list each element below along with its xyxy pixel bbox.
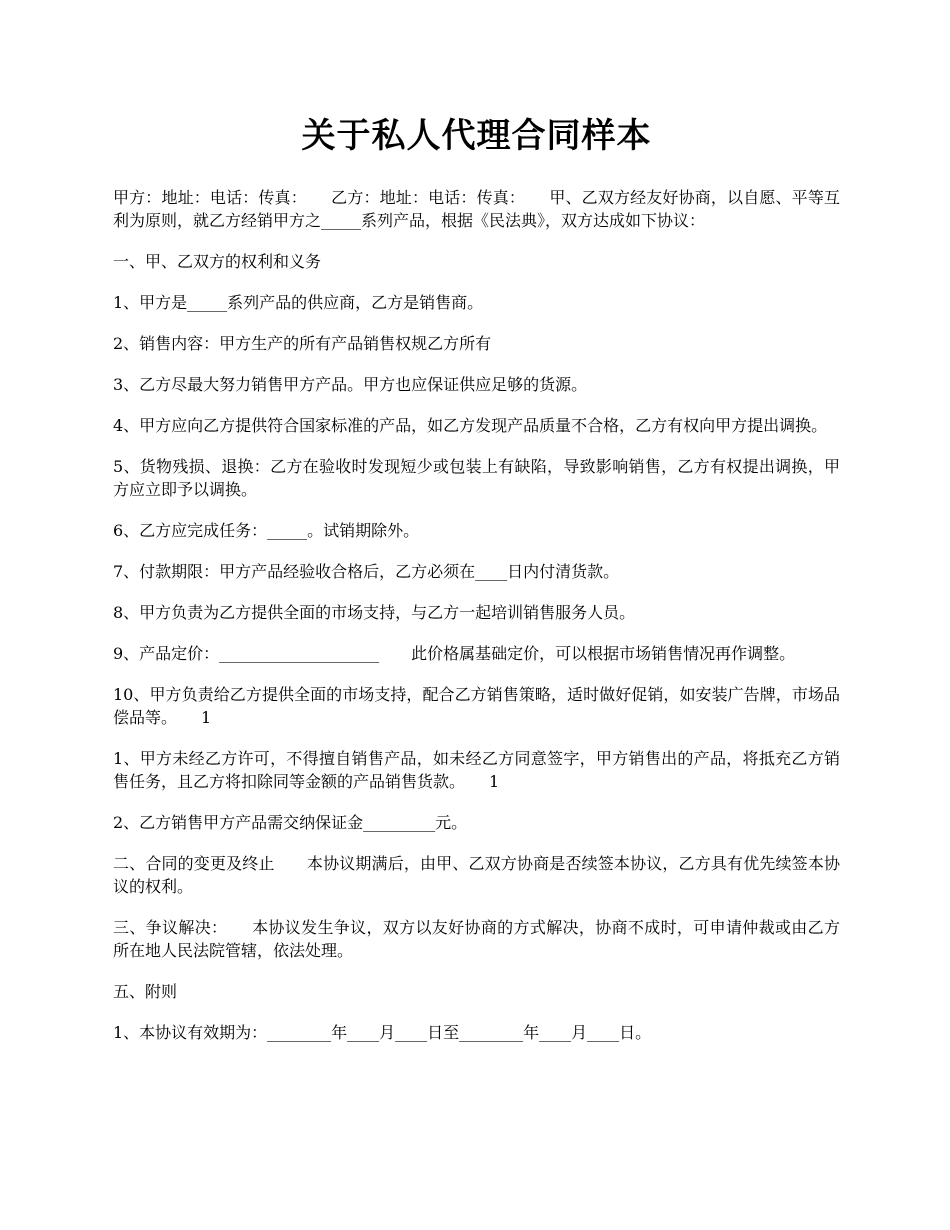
paragraph-parties: 甲方：地址：电话：传真： 乙方：地址：电话：传真： 甲、乙双方经友好协商，以自愿、平等互利为原则，就乙方经销甲方之_____系列产品，根据《民法典》，双方达成如下协议： [113, 188, 840, 230]
clause-2: 2、销售内容：甲方生产的所有产品销售权规乙方所有 [113, 334, 492, 353]
section-change-termination: 二、合同的变更及终止 本协议期满后，由甲、乙双方协商是否续签本协议，乙方具有优先续签本协议的权利。 [113, 854, 840, 896]
clause-6: 6、乙方应完成任务：_____。试销期除外。 [113, 521, 420, 540]
clause-b2: 2、乙方销售甲方产品需交纳保证金_________元。 [113, 813, 468, 832]
clause-9: 9、产品定价：____________________ 此价格属基础定价，可以根据市场销售情况再作调整。 [113, 644, 796, 663]
clause-5: 5、货物残损、退换：乙方在验收时发现短少或包装上有缺陷，导致影响销售，乙方有权提出调换，甲方应立即予以调换。 [113, 457, 840, 499]
clause-10: 10、甲方负责给乙方提供全面的市场支持，配合乙方销售策略，适时做好促销，如安装广告牌，市场品偿品等。 1 [113, 685, 840, 727]
clause-3: 3、乙方尽最大努力销售甲方产品。甲方也应保证供应足够的货源。 [113, 375, 588, 394]
section-dispute-resolution: 三、争议解决： 本协议发生争议，双方以友好协商的方式解决，协商不成时，可申请仲裁或由乙方所在地人民法院管辖，依法处理。 [113, 918, 840, 960]
clause-validity-period: 1、本协议有效期为：________年____月____日至________年____月____日。 [113, 1023, 652, 1042]
clause-7: 7、付款期限：甲方产品经验收合格后，乙方必须在____日内付清货款。 [113, 562, 620, 581]
clause-4: 4、甲方应向乙方提供符合国家标准的产品，如乙方发现产品质量不合格，乙方有权向甲方提出调换。 [113, 416, 828, 435]
clause-8: 8、甲方负责为乙方提供全面的市场支持，与乙方一起培训销售服务人员。 [113, 603, 636, 622]
section-heading-appendix: 五、附则 [113, 982, 178, 1001]
clause-b1: 1、甲方未经乙方许可，不得擅自销售产品，如未经乙方同意签字，甲方销售出的产品，将抵充乙方销售任务，且乙方将扣除同等金额的产品销售货款。 1 [113, 749, 840, 791]
section-heading-rights: 一、甲、乙双方的权利和义务 [113, 252, 322, 271]
document-title: 关于私人代理合同样本 [301, 116, 652, 156]
clause-1: 1、甲方是_____系列产品的供应商，乙方是销售商。 [113, 293, 484, 312]
